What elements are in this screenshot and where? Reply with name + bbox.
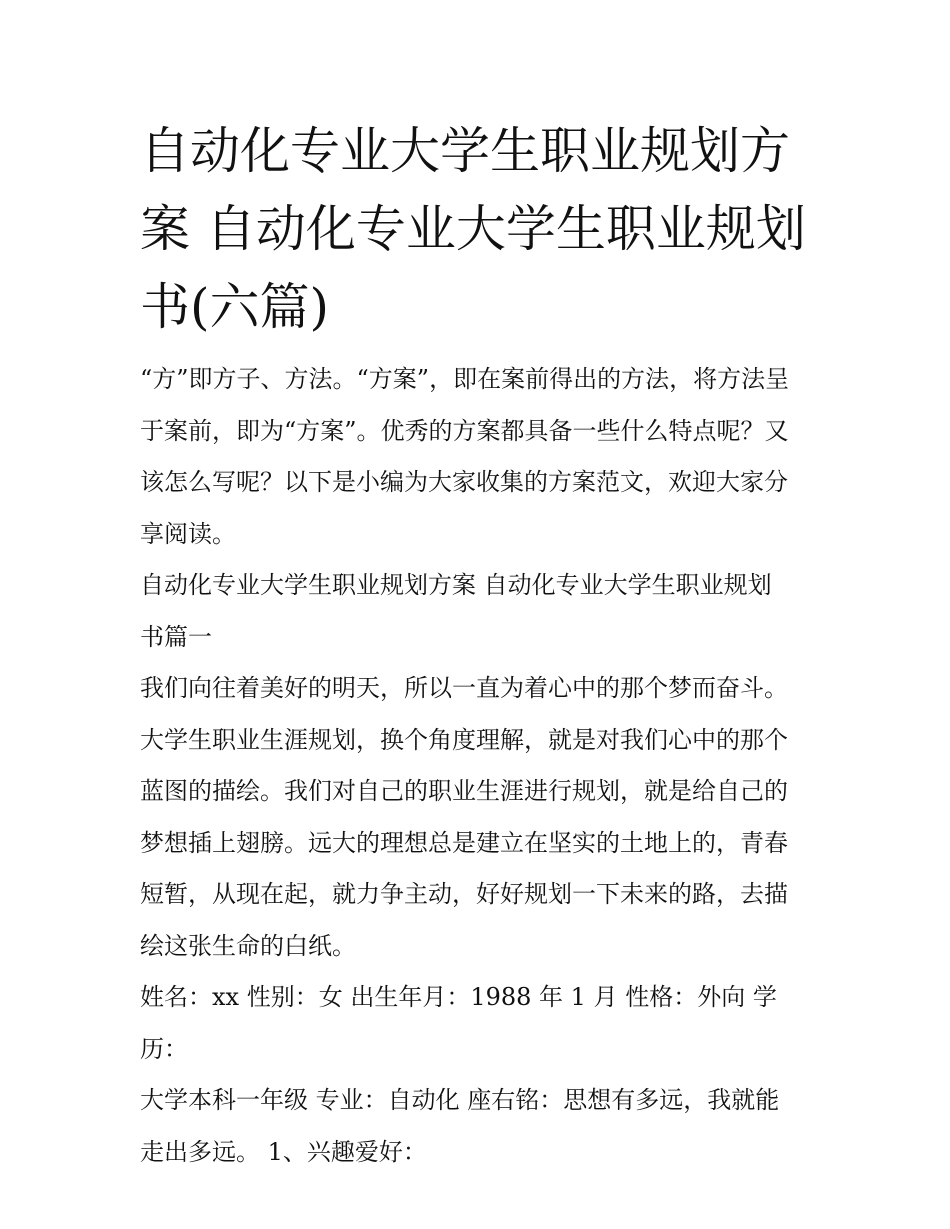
profile-paragraph: 姓名：xx 性别：女 出生年月：1988 年 1 月 性格：外向 学历： 大学本科一年级 专业：自动化 座右铭：思想有多远，我就能 走出多远。 1、兴趣爱好： [140,983,780,1166]
body-paragraph: 我们向往着美好的明天，所以一直为着心中的那个梦而奋斗。 大学生职业生涯规划，换个角度理解，就是对我们心中的那个 蓝图的描绘。我们对自己的职业生涯进行规划，就是给自己的 梦想插上翅膀。远大的理想总是建立在坚实的土地上的，青春 短暂，从现在起，就力争主动，好好规划一下未来的路，去描 绘这张生命的白纸。 [140,674,788,960]
document-title: 自动化专业大学生职业规划方 案 自动化专业大学生职业规划 书(六篇) [140,122,806,336]
intro-paragraph: “方”即方子、方法。“方案”，即在案前得出的方法，将方法呈 于案前，即为“方案”。优秀的方案都具备一些什么特点呢？又 该怎么写呢？以下是小编为大家收集的方案范文，欢迎大家分 享阅读。 [140,365,790,548]
section-heading: 自动化专业大学生职业规划方案 自动化专业大学生职业规划 书篇一 [140,571,772,651]
document-body [140,354,820,1178]
